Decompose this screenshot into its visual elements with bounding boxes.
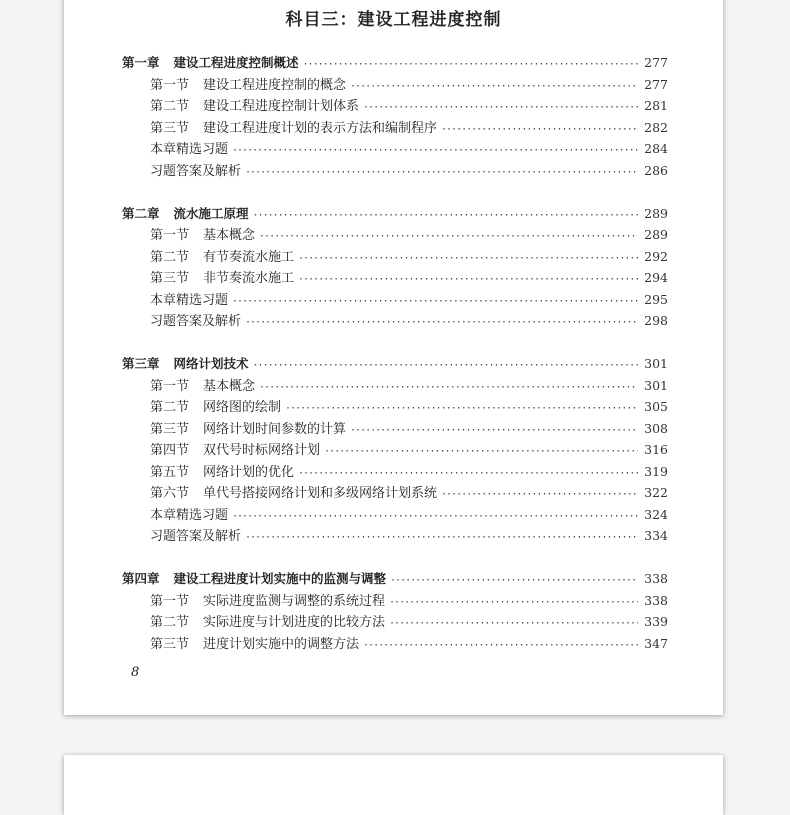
entry-page-number: 284 [644, 141, 668, 156]
chapter-entry[interactable] [122, 203, 668, 225]
section-entry[interactable] [122, 74, 668, 96]
section-entry[interactable] [122, 633, 668, 655]
section-entry[interactable] [122, 418, 668, 440]
dot-leader [298, 463, 638, 485]
entry-title: 双代号时标网络计划 [203, 443, 321, 458]
section-entry[interactable] [122, 267, 668, 289]
entry-page-number: 281 [644, 98, 668, 113]
entry-page-number: 295 [644, 291, 668, 307]
section-entry[interactable] [122, 138, 668, 160]
entry-page-number: 282 [644, 119, 668, 135]
entry-number: 第三节 [150, 421, 190, 437]
entry-title: 基本概念 [203, 378, 256, 394]
chapter-group [122, 353, 668, 547]
dot-leader [245, 162, 638, 184]
dot-leader [259, 226, 638, 248]
entry-page-number: 319 [644, 463, 668, 479]
entry-title: 网络计划技术 [173, 356, 249, 371]
entry-number: 第一节 [150, 378, 190, 394]
entry-page-number: 294 [644, 270, 668, 285]
section-entry[interactable] [122, 396, 668, 418]
dot-leader [441, 484, 638, 506]
chapter-group [122, 203, 668, 332]
section-entry[interactable] [122, 504, 668, 526]
entry-number: 第三节 [150, 271, 190, 286]
entry-title: 习题答案及解析 [150, 529, 242, 544]
section-entry[interactable] [122, 611, 668, 633]
entry-page-number: 339 [644, 614, 668, 629]
section-entry[interactable] [122, 461, 668, 483]
entry-page-number: 338 [644, 571, 668, 586]
entry-page-number: 322 [644, 485, 668, 500]
entry-number: 第三节 [150, 120, 190, 136]
dot-leader [245, 527, 638, 549]
dot-leader [298, 248, 638, 270]
entry-number: 第二节 [150, 249, 190, 265]
page-number: 8 [131, 665, 140, 680]
dot-leader [232, 506, 638, 528]
section-entry[interactable] [122, 224, 668, 246]
entry-title: 习题答案及解析 [150, 314, 242, 329]
dot-leader [389, 592, 638, 614]
dot-leader [232, 140, 638, 162]
dot-leader [350, 420, 638, 442]
dot-leader [245, 312, 638, 334]
entry-title: 实际进度与计划进度的比较方法 [203, 615, 386, 630]
section-entry[interactable] [122, 310, 668, 332]
entry-title: 建设工程进度计划实施中的监测与调整 [173, 571, 387, 586]
chapter-entry[interactable] [122, 568, 668, 590]
entry-number: 第六节 [150, 486, 190, 501]
section-entry[interactable] [122, 289, 668, 311]
dot-leader [390, 570, 638, 592]
section-entry[interactable] [122, 482, 668, 504]
entry-page-number: 301 [644, 356, 668, 371]
entry-page-number: 292 [644, 248, 668, 264]
entry-page-number: 301 [644, 377, 668, 393]
entry-number: 第二节 [150, 615, 190, 630]
entry-number: 第三节 [150, 636, 190, 652]
dot-leader [303, 54, 639, 76]
entry-title: 有节奏流水施工 [203, 249, 295, 265]
entry-title: 建设工程进度计划的表示方法和编制程序 [203, 120, 438, 136]
entry-page-number: 347 [644, 635, 668, 651]
dot-leader [324, 441, 638, 463]
page-title: 科目三：建设工程进度控制 [285, 10, 502, 30]
dot-leader [441, 119, 638, 141]
entry-title: 单代号搭接网络计划和多级网络计划系统 [203, 486, 438, 501]
entry-page-number: 277 [644, 76, 668, 92]
entry-title: 本章精选习题 [150, 142, 229, 157]
section-entry[interactable] [122, 160, 668, 182]
document-page [64, 0, 723, 715]
chapter-entry[interactable] [122, 52, 668, 74]
dot-leader [232, 291, 638, 313]
entry-title: 建设工程进度控制计划体系 [203, 99, 360, 114]
dot-leader [285, 398, 638, 420]
dot-leader [253, 355, 639, 377]
chapter-group [122, 568, 668, 654]
entry-number: 第二章 [122, 205, 160, 221]
section-entry[interactable] [122, 375, 668, 397]
entry-page-number: 286 [644, 162, 668, 178]
chapter-group [122, 52, 668, 181]
entry-number: 第二节 [150, 99, 190, 114]
entry-number: 第一章 [122, 55, 160, 70]
dot-leader [259, 377, 638, 399]
entry-number: 第四章 [122, 571, 160, 586]
entry-number: 第四节 [150, 443, 190, 458]
entry-title: 网络图的绘制 [203, 400, 282, 415]
table-of-contents [122, 52, 668, 676]
section-entry[interactable] [122, 117, 668, 139]
entry-title: 流水施工原理 [173, 205, 249, 221]
dot-leader [363, 97, 638, 119]
entry-title: 本章精选习题 [150, 507, 229, 523]
section-entry[interactable] [122, 525, 668, 547]
entry-title: 非节奏流水施工 [203, 271, 295, 286]
section-entry[interactable] [122, 95, 668, 117]
entry-title: 网络计划的优化 [203, 464, 295, 480]
entry-title: 进度计划实施中的调整方法 [203, 636, 360, 652]
entry-number: 第二节 [150, 400, 190, 415]
dot-leader [363, 635, 638, 657]
dot-leader [389, 613, 638, 635]
section-entry[interactable] [122, 590, 668, 612]
section-entry[interactable] [122, 439, 668, 461]
entry-page-number: 277 [644, 55, 668, 70]
entry-title: 网络计划时间参数的计算 [203, 421, 347, 437]
entry-title: 本章精选习题 [150, 292, 229, 308]
entry-page-number: 289 [644, 205, 668, 221]
dot-leader [253, 205, 639, 227]
entry-page-number: 308 [644, 420, 668, 436]
entry-page-number: 334 [644, 528, 668, 543]
entry-number: 第一节 [150, 593, 190, 609]
dot-leader [298, 269, 638, 291]
entry-page-number: 298 [644, 313, 668, 328]
entry-title: 实际进度监测与调整的系统过程 [203, 593, 386, 609]
chapter-entry[interactable] [122, 353, 668, 375]
entry-title: 习题答案及解析 [150, 163, 242, 179]
entry-page-number: 324 [644, 506, 668, 522]
entry-number: 第一节 [150, 77, 190, 93]
next-document-page [64, 755, 723, 815]
entry-number: 第一节 [150, 228, 190, 243]
entry-number: 第五节 [150, 464, 190, 480]
entry-page-number: 289 [644, 227, 668, 242]
entry-title: 基本概念 [203, 228, 256, 243]
entry-title: 建设工程进度控制的概念 [203, 77, 347, 93]
entry-title: 建设工程进度控制概述 [173, 55, 299, 70]
entry-page-number: 316 [644, 442, 668, 457]
entry-page-number: 338 [644, 592, 668, 608]
entry-page-number: 305 [644, 399, 668, 414]
dot-leader [350, 76, 638, 98]
section-entry[interactable] [122, 246, 668, 268]
entry-number: 第三章 [122, 356, 160, 371]
